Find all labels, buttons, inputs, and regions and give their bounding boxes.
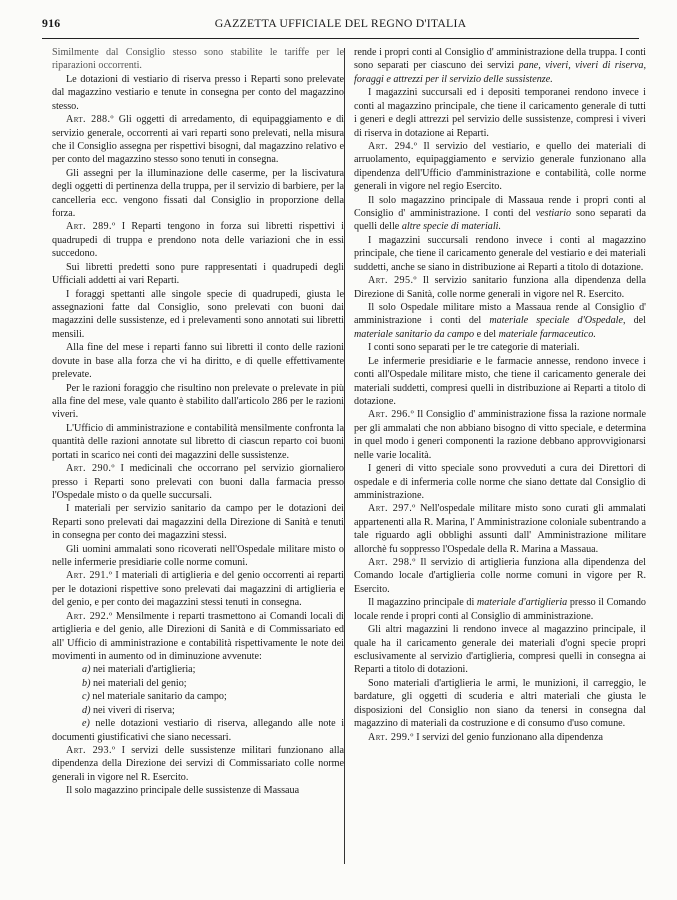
article-label: Art. 288.º xyxy=(66,114,114,126)
paragraph: I magazzini succursali rendono invece i conti al magazzino principale, che tiene il caricamento generale del vestiario e dei materiali suddetti, anche se siano in distribuzione ai Reparti a titolo di dotazione. xyxy=(354,234,646,273)
text: Il solo Ospedale militare misto a Massaua rende al Consiglio d' amministrazione i conti del xyxy=(354,302,646,327)
article-text: Il servizio di artiglieria funziona alla dipendenza del Comando locale d'artiglieria colle norme comuni in vigore per R. Esercito. xyxy=(354,557,646,595)
italic-text: altre specie di materiali. xyxy=(401,221,501,233)
article-text: Nell'ospedale militare misto sono curati gli ammalati appartenenti alla R. Marina, l' Amministrazione coloniale subentrando a tale riguardo agli obblighi assunti dall' Amministrazione militare allorchè fu soppresso l'Ospedale della R. Marina a Massaua. xyxy=(354,503,646,555)
list-text: nei viveri di riserva; xyxy=(92,704,175,716)
paragraph xyxy=(354,301,646,341)
text: rende i propri conti al Consiglio d' amministrazione della truppa. I conti sono separati per ciascuno dei servizi xyxy=(354,47,646,72)
right-column xyxy=(354,46,646,744)
article-label: Art. 298.º xyxy=(368,557,416,569)
text: Il solo magazzino principale di Massaua rende i propri conti al Consiglio d' amministrazione. I conti del xyxy=(354,194,646,220)
paragraph: Alla fine del mese i reparti fanno sui libretti il conto delle razioni dovute in base alla forza che vi ha diritto, e di quelle effettivamente prelevate. xyxy=(52,342,344,381)
article-label: Art. 290.º xyxy=(66,463,115,475)
list-letter: e) xyxy=(82,718,90,730)
article-296 xyxy=(354,408,646,462)
paragraph: I foraggi spettanti alle singole specie di quadrupedi, giusta le assegnazioni fatte dal Consiglio, sono prelevati con buoni dai magazzini delle sussistenze, ed i prelevamenti sono annotati sui libretti mensili. xyxy=(52,288,344,340)
article-text: Il servizio sanitario funziona alla dipendenza della Direzione di Sanità, colle norme generali in vigore nel R. Esercito. xyxy=(354,275,646,300)
article-295 xyxy=(354,274,646,301)
article-label: Art. 294.º xyxy=(368,140,418,152)
italic-text: pane, viveri, viveri di riserva, foraggi e attrezzi per il servizio delle sussistenze. xyxy=(354,60,646,85)
paragraph: Sono materiali d'artiglieria le armi, le munizioni, il carreggio, le bardature, gli oggetti di scuderia e altri materiali che giusta le disposizioni del Consiglio non siano da tenersi in consegna dal magazzino di materiali da costruzione e di consumo d'uso comune. xyxy=(354,677,646,730)
italic-text: materiale d'artiglieria xyxy=(476,597,568,609)
italic-text: materiale farmaceutico. xyxy=(498,328,596,340)
list-text: nei materiali del genio; xyxy=(92,677,187,689)
article-290 xyxy=(52,462,344,502)
article-label: Art. 292.º xyxy=(66,610,113,622)
article-label: Art. 299.º xyxy=(368,731,414,743)
article-label: Art. 289.º xyxy=(66,221,116,233)
list-text: nel materiale sanitario da campo; xyxy=(92,691,227,703)
paragraph: I materiali per servizio sanitario da campo per le dotazioni dei Reparti sono prelevati dai magazzini della Direzione di Sanità e tenuti in consegna per conto dei magazzini stessi. xyxy=(52,503,344,542)
article-label: Art. 293.º xyxy=(66,744,116,756)
article-297 xyxy=(354,502,646,556)
header-rule xyxy=(42,38,639,39)
article-label: Art. 296.º xyxy=(368,409,415,421)
article-text: Gli oggetti di arredamento, di equipaggiamento e di servizio generale, occorrenti ai vari reparti sono prelevati, nella misura che il Consiglio assegna per rispettivi bisogni, dal magazzino relativo e per conto del magazzino stesso sono tenuti in consegna. xyxy=(52,114,344,166)
list-item xyxy=(52,717,344,744)
page-number: 916 xyxy=(42,16,61,30)
text: sono separati da quelli delle xyxy=(354,208,646,233)
paragraph: Gli assegni per la illuminazione delle caserme, per la liscivatura degli oggetti di pertinenza della truppa, per il servizio di barbiere, per la cancelleria ecc. vengono fissati dal Consiglio in proporzione della forza. xyxy=(52,167,344,220)
movement-list xyxy=(52,663,344,744)
list-item xyxy=(52,690,344,703)
paragraph: Il solo magazzino principale delle sussistenze di Massaua xyxy=(66,785,300,797)
page-header xyxy=(42,16,639,34)
text: , del xyxy=(622,315,646,327)
list-text: nelle dotazioni vestiario di riserva, allegando alle note i documenti giustificativi che siano necessari. xyxy=(52,718,345,743)
article-label: Art. 291.º xyxy=(66,570,113,582)
paragraph: Gli uomini ammalati sono ricoverati nell'Ospedale militare misto o nelle infermerie presidiarie colle norme comuni. xyxy=(52,543,344,569)
article-292 xyxy=(52,610,344,664)
article-text: I materiali di artiglieria e del genio occorrenti ai reparti per le dotazioni rispettive sono prelevati dai magazzini di artiglieria e del genio, e per conto dei magazzini stessi tenuti in consegna. xyxy=(52,570,344,609)
paragraph: Le infermerie presidiarie e le farmacie annesse, rendono invece i conti all'Ospedale militare misto, che tiene il caricamento generale dei materiali suddetti, compresi quelli in distribuzione ai Reparti a titolo di dotazione. xyxy=(354,355,646,407)
text: e del xyxy=(474,328,499,340)
article-294 xyxy=(354,140,646,194)
article-text: Il servizio del vestiario, e quello dei materiali di arruolamento, equipaggiamento e servizio generale funzionano alla dipendenza dell'Ufficio d'amministrazione e contabilità, colle norme generali in vigore nel regio Esercito. xyxy=(354,140,647,193)
list-item xyxy=(52,677,344,690)
article-label: Art. 297.º xyxy=(368,503,416,515)
list-letter: d) xyxy=(82,704,91,716)
list-letter: a) xyxy=(82,664,91,676)
article-293 xyxy=(52,744,344,784)
paragraph xyxy=(354,596,646,623)
paragraph: Sui libretti predetti sono pure rappresentati i quadrupedi degli Ufficiali addetti ai vari Reparti. xyxy=(52,261,344,287)
list-item xyxy=(52,663,344,676)
paragraph: Similmente dal Consiglio stesso sono stabilite le tariffe per le riparazioni occorrenti. xyxy=(52,47,344,72)
article-298 xyxy=(354,556,646,596)
article-288 xyxy=(52,113,344,167)
paragraph: I magazzini succursali ed i depositi temporanei rendono invece i conti al magazzino principale, che tiene il caricamento generale di tutti i generi e degli attrezzi pel servizio delle sussistenze, compresi i viveri di riserva in dotazione ai Reparti. xyxy=(354,87,646,139)
paragraph: L'Ufficio di amministrazione e contabilità mensilmente confronta la quantità delle razioni annotate sul libretto di ciascun reparto coi buoni portati in scarico nei conti dei magazzini delle sussistenze. xyxy=(52,422,344,461)
article-text: I servizi del genio funzionano alla dipendenza xyxy=(413,731,603,743)
paragraph: Le dotazioni di vestiario di riserva presso i Reparti sono prelevate dal magazzino vestiario e tenute in consegna per conto del magazzino stesso. xyxy=(52,73,344,112)
text: presso il Comando locale rende i propri conti al Consiglio di amministrazione. xyxy=(354,597,646,622)
paragraph: Per le razioni foraggio che risultino non prelevate o prelevate in più alla fine del mese, vale quanto è stabilito dall'articolo 286 per le razioni viveri. xyxy=(52,382,344,421)
paragraph: I generi di vitto speciale sono provveduti a cura dei Direttori di ospedale e di infermeria colle norme che siano dettate dal Consiglio di amministrazione. xyxy=(354,463,646,501)
italic-text: vestiario xyxy=(535,208,572,220)
article-label: Art. 295.º xyxy=(368,275,417,287)
column-divider xyxy=(344,48,345,864)
article-text: I servizi delle sussistenze militari funzionano alla dipendenza della Direzione dei servizi di Commissariato colle norme generali in vigore nel R. Esercito. xyxy=(52,744,344,783)
paragraph xyxy=(354,194,646,234)
text: Il magazzino principale di xyxy=(368,597,477,609)
article-289 xyxy=(52,220,344,260)
article-text: I Reparti tengono in forza sui libretti rispettivi i quadrupedi di truppa e prendono nota delle variazioni che in essi succedono. xyxy=(52,221,344,260)
italic-text: materiale sanitario da campo xyxy=(354,328,475,340)
article-text: I medicinali che occorrano pel servizio giornaliero presso i Reparti sono prelevati con buoni dalla farmacia presso l'Ospedale misto o da quelle succursali. xyxy=(52,463,344,501)
list-letter: b) xyxy=(82,677,91,689)
italic-text: materiale speciale d'Ospedale xyxy=(489,315,623,327)
article-299 xyxy=(354,731,646,744)
list-letter: c) xyxy=(82,691,90,703)
paragraph: Gli altri magazzini li rendono invece al magazzino principale, il quale ha il caricamento generale dei materiali d'ogni specie propri esclusivamente al servizio d'artiglieria, compresi quelli in consegna ai Reparti a titolo di dotazioni. xyxy=(354,624,646,676)
list-item xyxy=(52,704,344,717)
article-291 xyxy=(52,569,344,609)
gazette-title: GAZZETTA UFFICIALE DEL REGNO D'ITALIA xyxy=(214,16,467,30)
list-text: nei materiali d'artiglieria; xyxy=(92,664,196,676)
left-column xyxy=(52,46,344,798)
paragraph xyxy=(354,46,646,86)
article-text: Il Consiglio d' amministrazione fissa la razione normale per gli ammalati che non abbiano bisogno di vitto speciale, e determina in quel modo i generi componenti la razione debbano approvvigionarsi nelle varie località. xyxy=(354,409,646,461)
article-text: Mensilmente i reparti trasmettono ai Comandi locali di artiglieria e del genio, alle Direzioni di Sanità e di Commissariato ed all' Ufficio di amministrazione e contabilità rispettivamente le note dei movimenti in aumento od in diminuzione avvenute: xyxy=(52,610,344,662)
paragraph: I conti sono separati per le tre categorie di materiali. xyxy=(368,342,580,354)
